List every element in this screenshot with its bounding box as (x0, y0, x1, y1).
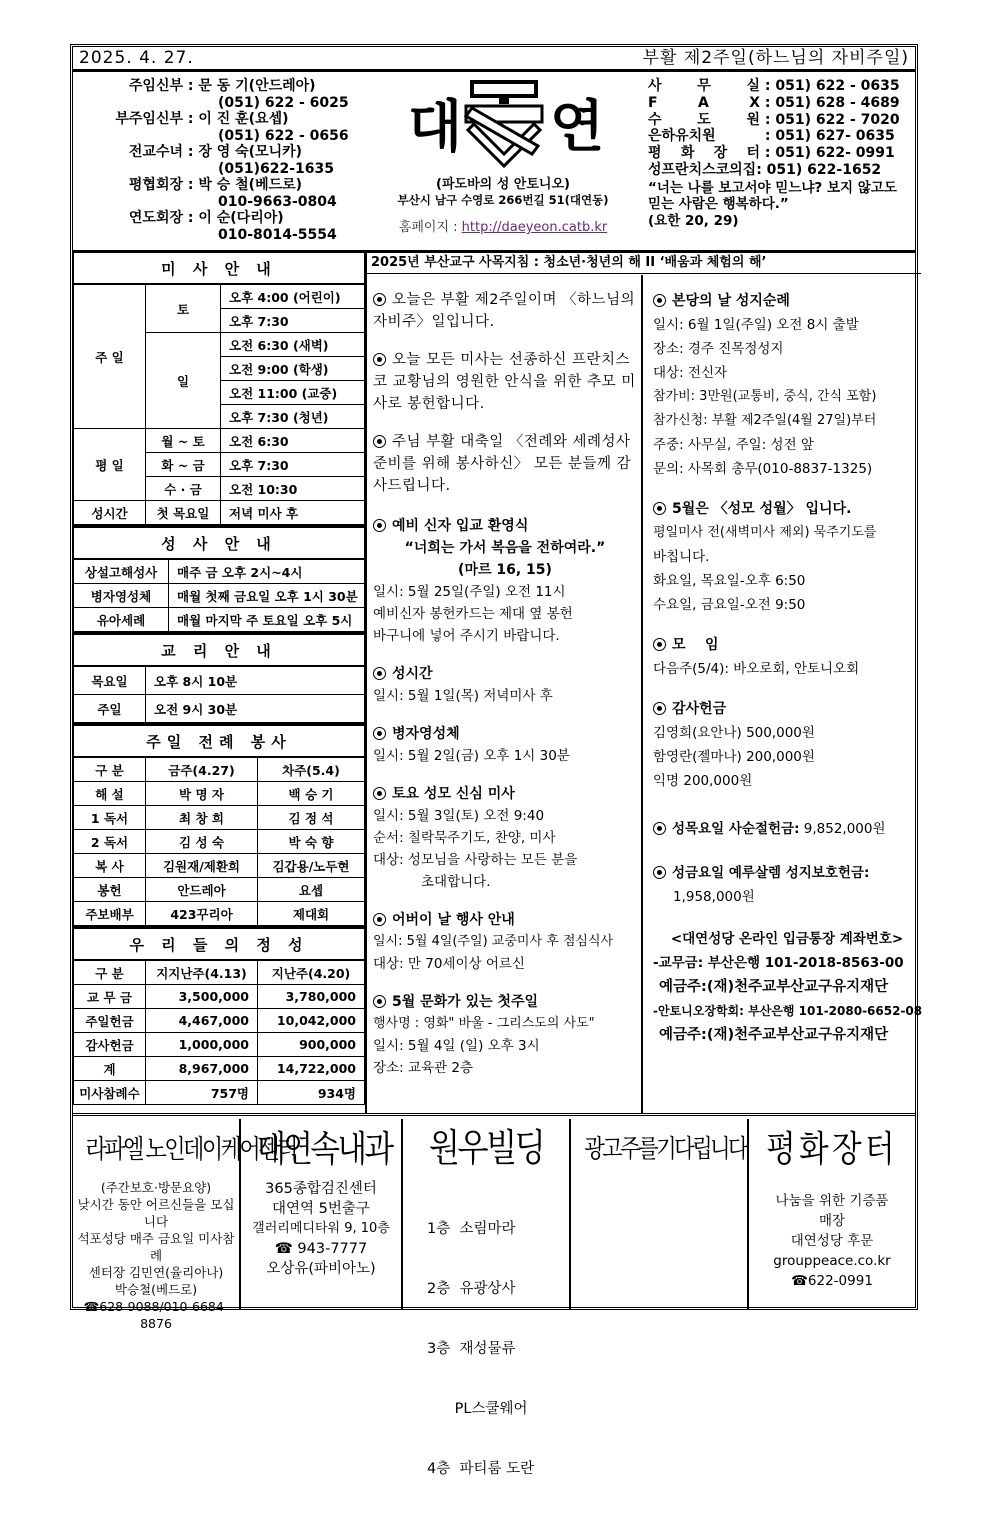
notices-area (365, 253, 921, 1113)
clergy-phone: (051)622-1635 (218, 160, 335, 177)
contact-list (648, 78, 913, 229)
notice-intro: 오늘은 부활 제2주일이며 〈하느님의 자비주〉일입니다. (373, 292, 636, 330)
ad-wonwoo-building: 원우빌딩 1층 소림마라 2층 유광상사 3층 재성물류 PL스쿨웨어 4층 파티룸 도란 (401, 1119, 571, 1309)
contact-row: 성프란치스코의집: 051) 622-1652 (648, 161, 882, 178)
clergy-list (103, 78, 349, 243)
notice-item: 예비 신자 입교 환영식 “너희는 가서 복음을 전하여라.” (마르 16, 15) 일시: 5월 25일(주일) 오전 11시 예비신자 봉헌카드는 제대 옆 봉헌 바구니에 넣어 주시기 바랍니다. (373, 518, 606, 644)
bullet-icon (373, 787, 386, 800)
scripture-quote: “너는 나를 보고서야 믿느냐? 보지 않고도 믿는 사람은 행복하다.” (648, 179, 897, 212)
clergy-row: 부주임신부 : 이 진 훈(요셉) (115, 111, 289, 127)
notice-intro: 오늘 모든 미사는 선종하신 프란치스코 교황님의 영원한 안식을 위한 추모 미사로 봉헌합니다. (373, 352, 636, 412)
contact-row: 사 무 실 : 051) 622 - 0635 (648, 78, 900, 94)
section-title: 미 사 안 내 (74, 253, 365, 284)
svg-text:대: 대 (408, 94, 463, 160)
bullet-icon (373, 353, 386, 366)
bullet-icon (373, 995, 386, 1008)
notice-item: 본당의 날 성지순례 일시: 6월 1일(주일) 오전 8시 출발 장소: 경주 진목정성지 대상: 전신자 참가비: 3만원(교통비, 중식, 간식 포함) 참가신청: 부활 제2주일(4월 27일)부터 주중: 사무실, 주일: 성전 앞 문의: 사목회 총무(010-8837-1325) (653, 293, 877, 477)
section-title: 우 리 들 의 정 성 (74, 928, 365, 961)
top-bar (73, 47, 915, 72)
clergy-row: 주임신부 : 문 동 기(안드레아) (128, 78, 316, 94)
clergy-phone: 010-9663-0804 (218, 193, 337, 210)
parish-address: 부산시 남구 수영로 266번길 51(대연동) (397, 193, 609, 207)
section-title: 주일 전례 봉사 (74, 725, 365, 758)
bulletin-page (70, 44, 923, 1477)
advertisement-row (73, 1113, 915, 1477)
bullet-icon (373, 435, 386, 448)
mass-schedule-table: 미 사 안 내 주 일 토 오후 4:00 (어린이) 오후 7:30 일 오전 6:30 (새벽) 오전 9:00 (학생) 오전 11:00 (교중) 오후 7:30 (청년) 평 일 월 ~ 토 오전 6:30 화 ~ 금 오후 7:30 수 · 금 오전 10:30 성시간 첫 목요일 저녁 미사 후 (73, 253, 365, 525)
left-column (73, 253, 367, 1113)
bullet-icon (373, 727, 386, 740)
pastoral-policy: 2025년 부산교구 사목지침 : 청소년·청년의 해 II ‘배움과 체험의 해’ (365, 253, 921, 274)
section-title: 교 리 안 내 (74, 634, 365, 667)
homepage-link[interactable]: http://daeyeon.catb.kr (461, 220, 608, 235)
notices-column-left (365, 275, 637, 1079)
notice-item: 5월은 〈성모 성월〉 입니다. 평일미사 전(새벽미사 제외) 묵주기도를 바칩니다. 화요일, 목요일-오후 6:50 수요일, 금요일-오전 9:50 (653, 501, 877, 613)
bullet-icon (373, 519, 386, 532)
good-friday-offering: 성금요일 예루살렘 성지보호헌금: 1,958,000원 (653, 861, 921, 909)
ad-raphael-daycare: 라파엘 노인데이케어센터 (주간보호·방문요양) 낮시간 동안 어르신들을 모십니다 석포성당 매주 금요일 미사참례 센터장 김민연(율리아나) 박승철(베드로) ☎628-9088/010-6684-8876 (73, 1119, 241, 1309)
notice-item: 토요 성모 신심 미사 일시: 5월 3일(토) 오전 9:40 순서: 칠락묵주기도, 찬양, 미사 대상: 성모님을 사랑하는 모든 분을 초대합니다. (373, 786, 578, 890)
notices-column-right (641, 275, 921, 1113)
clergy-row: 전교수녀 : 장 영 숙(모니카) (128, 144, 303, 160)
homepage: 홈페이지 : http://daeyeon.catb.kr (398, 220, 608, 235)
parish-logo (373, 76, 633, 246)
contact-row: 은하유치원 : 051) 627- 0635 (648, 128, 895, 145)
bullet-icon (653, 702, 666, 715)
bank-accounts: <대연성당 온라인 입금통장 계좌번호> -교무금: 부산은행 101-2018-8563-00 예금주:(재)천주교부산교구유지재단 -안토니오장학회: 부산은행 101-2080-6652-08 예금주:(재)천주교부산교구유지재단 (653, 931, 923, 1043)
scripture-ref: (요한 20, 29) (648, 212, 739, 229)
liturgical-sunday: 부활 제2주일(하느님의 자비주일) (642, 48, 909, 68)
clergy-phone: (051) 622 - 6025 (218, 94, 349, 111)
notice-item: 모 임 다음주(5/4): 바오로회, 안토니오회 (653, 637, 860, 677)
holy-thursday-offering: 성목요일 사순절헌금: 9,852,000원 (653, 817, 921, 841)
clergy-row: 평협회장 : 박 승 철(베드로) (128, 177, 303, 193)
svg-text:연: 연 (550, 94, 605, 160)
notice-intro: 주님 부활 대축일 〈전례와 세례성사 준비를 위해 봉사하신〉 모든 분들께 감사드립니다. (373, 434, 632, 494)
contact-row: 평 화 장 터 : 051) 622- 0991 (648, 145, 895, 162)
offerings-table: 우 리 들 의 정 성 구 분 지지난주(4.13) 지난주(4.20) 교 무 금 3,500,000 3,780,000 주일헌금 4,467,000 10,042,000 감사헌금 1,000,000 900,000 계 8,967,000 14,722,000 미사참례수 757명 934명 (73, 926, 365, 1105)
clergy-phone: 010-8014-5554 (218, 226, 337, 243)
liturgy-service-table: 주일 전례 봉사 구 분 금주(4.27) 차주(5.4) 해 설 박 명 자 백 승 기 1 독서 최 창 희 김 정 석 2 독서 김 성 숙 박 숙 향 복 사 김원재/제환희 김갑용/노두현 봉헌 안드레아 요셉 주보배부 423꾸리아 제대회 (73, 723, 365, 926)
ad-peace-market: 평화장터 나눔을 위한 기증품 매장 대연성당 후문 grouppeace.co.kr ☎622-0991 (766, 1128, 898, 1289)
notice-item: 성시간 일시: 5월 1일(목) 저녁미사 후 (373, 666, 553, 704)
notice-item: 5월 문화가 있는 첫주일 행사명 : 영화" 바울 - 그리스도의 사도" 일시: 5월 4일 (일) 오후 3시 장소: 교육관 2층 (373, 994, 595, 1076)
contact-row: 수 도 원 : 051) 622 - 7020 (648, 111, 900, 128)
doctrine-table: 교 리 안 내 목요일 오후 8시 10분 주일 오전 9시 30분 (73, 632, 365, 723)
bulletin-date: 2025. 4. 27. (79, 48, 194, 68)
clergy-phone: (051) 622 - 0656 (218, 127, 349, 144)
ad-daeyeon-clinic: 대연속내과 365종합검진센터 대연역 5번출구 갤러리메디타워 9, 10층 ☎ 943-7777 오상유(파비아노) (252, 1128, 392, 1277)
notice-item: 병자영성체 일시: 5월 2일(금) 오후 1시 30분 (373, 726, 570, 764)
bullet-icon (653, 502, 666, 515)
bullet-icon (653, 866, 666, 879)
clergy-row: 연도회장 : 이 순(다리아) (128, 210, 284, 226)
bullet-icon (373, 667, 386, 680)
contact-row: F A X : 051) 628 - 4689 (648, 94, 900, 111)
ad-awaiting-advertiser: 광고주를기다립니다 (571, 1119, 749, 1309)
section-title: 성 사 안 내 (74, 527, 365, 560)
bullet-icon (653, 638, 666, 651)
bullet-icon (373, 913, 386, 926)
notice-item: 어버이 날 행사 안내 일시: 5월 4일(주일) 교중미사 후 점심식사 대상: 만 70세이상 어르신 (373, 912, 614, 972)
patron-saint: (파도바의 성 안토니오) (436, 177, 570, 192)
bullet-icon (653, 822, 666, 835)
daeyeon-logo-icon (388, 76, 618, 171)
sacrament-table: 성 사 안 내 상설고해성사 매주 금 오후 2시~4시 병자영성체 매월 첫째 금요일 오후 1시 30분 유아세례 매월 마지막 주 토요일 오후 5시 (73, 525, 365, 632)
notice-item: 감사헌금 김영희(요안나) 500,000원 함영란(젤마나) 200,000원 익명 200,000원 (653, 701, 815, 789)
header (73, 72, 915, 253)
bullet-icon (653, 294, 666, 307)
bullet-icon (373, 293, 386, 306)
